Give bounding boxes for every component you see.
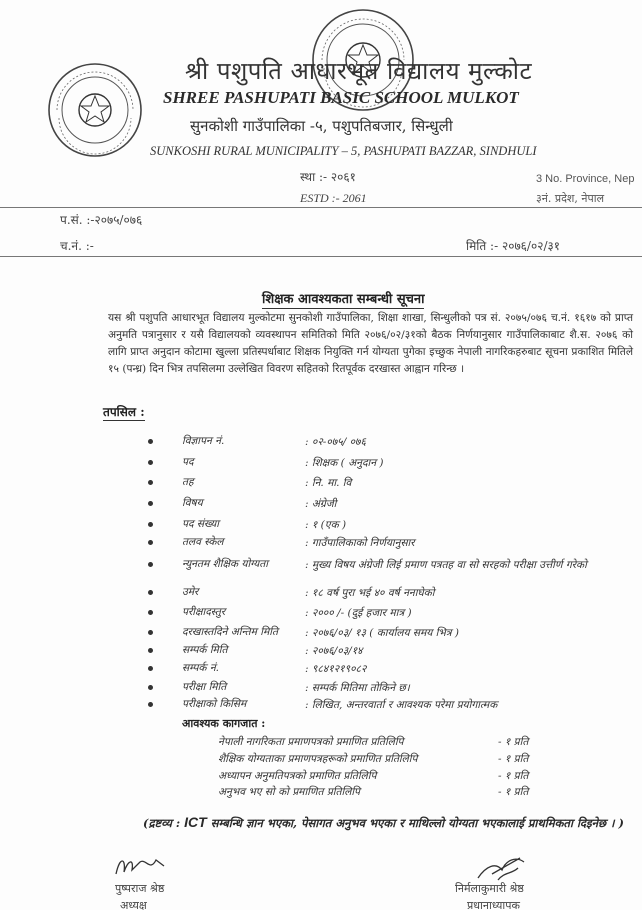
detail-value: : मुख्य विषय अंग्रेजी लिई प्रमाण पत्रतह वा सो सरहको परीक्षा उत्तीर्ण गरेको	[305, 559, 587, 571]
detail-value: : २०७६/०३/१४	[305, 645, 363, 657]
bullet-icon	[148, 685, 153, 690]
document-item: नेपाली नागरिकता प्रमाणपत्रको प्रमाणित प्रतिलिपि	[218, 736, 404, 748]
detail-label: तह	[182, 476, 194, 488]
priority-note	[143, 813, 638, 832]
reference-number: प.सं. :-२०७५/०७६	[60, 213, 143, 227]
signatory-right-role: प्रधानाध्यापक	[467, 899, 520, 910]
document-item: अध्यापन अनुमतिपत्रको प्रमाणित प्रतिलिपि	[218, 770, 377, 782]
detail-label: विषय	[182, 497, 203, 509]
detail-value: : २००० /- (दुई हजार मात्र )	[305, 607, 412, 619]
bullet-icon	[148, 562, 153, 567]
bullet-icon	[148, 702, 153, 707]
school-seal-left	[45, 60, 145, 160]
established-nepali: स्था :- २०६१	[300, 170, 356, 184]
detail-value: : ९८४१२१९०८२	[305, 663, 367, 675]
detail-label: न्युनतम शैक्षिक योग्यता	[182, 558, 268, 570]
address-nepali: सुनकोशी गाउँपालिका -५, पशुपतिबजार, सिन्धुली	[190, 117, 453, 135]
documents-heading: आवश्यक कागजात :	[182, 717, 266, 730]
dispatch-number: च.नं. :-	[60, 239, 94, 253]
bullet-icon	[148, 522, 153, 527]
bullet-icon	[148, 501, 153, 506]
document-copies: - १ प्रति	[498, 736, 529, 748]
notice-date: मिति :- २०७६/०२/३१	[466, 239, 560, 253]
bullet-icon	[148, 630, 153, 635]
document-item: शैक्षिक योग्यताका प्रमाणपत्रहरूको प्रमाणित प्रतिलिपि	[218, 753, 418, 765]
school-name-english: SHREE PASHUPATI BASIC SCHOOL MULKOT	[163, 88, 519, 107]
province-english: 3 No. Province, Nep	[536, 173, 635, 185]
detail-value: : अंग्रेजी	[305, 498, 337, 510]
document-copies: - १ प्रति	[498, 753, 529, 765]
note-prefix: (द्रष्टव्य :	[143, 816, 185, 830]
notice-body: यस श्री पशुपति आधारभूत विद्यालय मुल्कोटमा सुनकोशी गाउँपालिका, शिक्षा शाखा, सिन्धुलीको पत्र सं. २०७५/०७६ च.नं. १६१७ को प्राप्त अनुमति पत्रानुसार र यसै विद्यालयको व्यवस्थापन समितिको मिति २०७६/०२/३१को बैठक निर्णयानुसार गाउँपालिकाबाट शै.स. २०७६ को लागि प्राप्त अनुदान कोटामा खुल्ला प्रतिस्पर्धाबाट शिक्षक नियुक्ति गर्न योग्यता पुगेका इच्छुक नेपाली नागरिकहरुबाट सूचना प्रकाशित मितिले १५ (पन्ध्र) दिन भित्र तपसिलमा उल्लेखित विवरण सहितको रितपूर्वक दरखास्त आह्वान गरिन्छ ।	[108, 312, 633, 375]
province-nepali: ३नं. प्रदेश, नेपाल	[536, 192, 605, 205]
note-text: सम्बन्धि ज्ञान भएका, पेसागत अनुभव भएका र माथिल्लो योग्यता भएकालाई प्राथमिकता दिइनेछ । )	[206, 816, 624, 830]
bullet-icon	[148, 439, 153, 444]
document-copies: - १ प्रति	[498, 770, 529, 782]
detail-label: पद	[182, 456, 194, 468]
detail-value: : नि. मा. वि	[305, 477, 352, 489]
address-english: SUNKOSHI RURAL MUNICIPALITY – 5, PASHUPATI BAZZAR, SINDHULI	[150, 144, 537, 158]
bullet-icon	[148, 610, 153, 615]
detail-value: : १ (एक )	[305, 519, 347, 531]
detail-label: दरखास्तदिने अन्तिम मिति	[182, 626, 278, 638]
bullet-icon	[148, 666, 153, 671]
details-heading: तपसिल :	[103, 405, 145, 419]
detail-label: सम्पर्क मिति	[182, 644, 228, 656]
detail-label: उमेर	[182, 586, 199, 598]
detail-value: : शिक्षक ( अनुदान )	[305, 457, 384, 469]
signatory-left-role: अध्यक्ष	[120, 899, 147, 910]
notice-title: शिक्षक आवश्यकता सम्बन्धी सूचना	[262, 289, 424, 309]
header-divider	[0, 207, 642, 208]
detail-value: : २०७६/०३/ १३ ( कार्यालय समय भित्र )	[305, 627, 460, 639]
bullet-icon	[148, 540, 153, 545]
bullet-icon	[148, 590, 153, 595]
detail-label: विज्ञापन नं.	[182, 435, 225, 447]
established-english: ESTD :- 2061	[300, 191, 367, 205]
bullet-icon	[148, 648, 153, 653]
detail-label: परीक्षाको किसिम	[182, 698, 247, 710]
detail-label: पद संख्या	[182, 518, 219, 530]
detail-value: : १८ वर्ष पुरा भई ४० वर्ष ननाघेको	[305, 587, 435, 599]
detail-value: : सम्पर्क मितिमा तोकिने छ।	[305, 682, 410, 694]
detail-value: : लिखित, अन्तरवार्ता र आवश्यक परेमा प्रयोगात्मक	[305, 699, 498, 711]
document-item: अनुभव भए सो को प्रमाणित प्रतिलिपि	[218, 786, 361, 798]
date-divider	[0, 256, 642, 257]
detail-label: परीक्षादस्तुर	[182, 606, 226, 618]
detail-value: : ०२-०७५/ ०७६	[305, 436, 366, 448]
detail-label: सम्पर्क नं.	[182, 662, 219, 674]
document-copies: - १ प्रति	[498, 786, 529, 798]
bullet-icon	[148, 460, 153, 465]
note-ict: ICT	[184, 814, 207, 830]
detail-value: : गाउँपालिकाको निर्णयानुसार	[305, 537, 415, 549]
school-name-nepali: श्री पशुपति आधारभूत विद्यालय मुल्कोट	[185, 57, 533, 85]
detail-label: तलव स्केल	[182, 536, 224, 548]
signature-right	[472, 852, 532, 884]
bullet-icon	[148, 480, 153, 485]
signatory-right-name: निर्मलाकुमारी श्रेष्ठ	[455, 882, 524, 895]
detail-label: परीक्षा मिति	[182, 681, 227, 693]
signature-left	[112, 852, 172, 882]
signatory-left-name: पुष्पराज श्रेष्ठ	[115, 882, 165, 895]
